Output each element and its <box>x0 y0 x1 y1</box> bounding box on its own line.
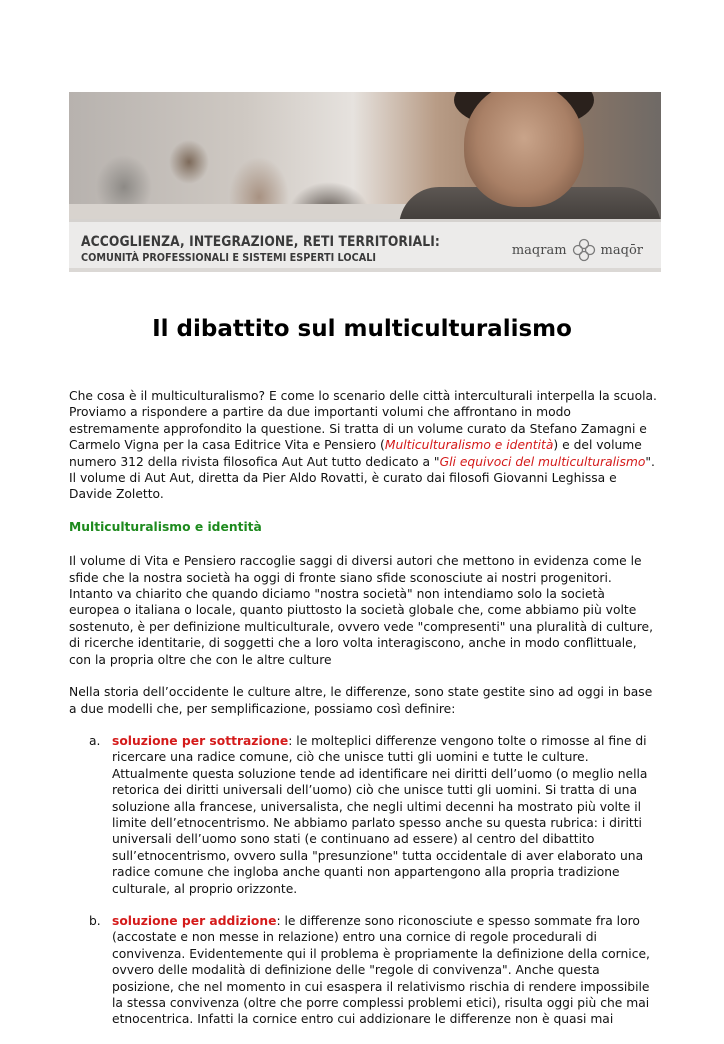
intro-text-2: ) e del volume numero 312 della rivista filosofica Aut Aut tutto dedicato a " <box>69 438 642 469</box>
journal-issue-title: Gli equivoci del multiculturalismo <box>439 454 646 469</box>
list-marker: a. <box>89 733 101 748</box>
banner-title-strip <box>69 219 661 272</box>
banner-photo <box>69 92 661 219</box>
list-item-text: : le molteplici differenze vengono tolte o rimosse al fine di ricercare una radice comune, ciò che unisce tutti gli uomini e tutte le culture. Attualmente questa soluzione tende ad identificare nei diritti dell’uomo (o meglio nella retorica dei diritti universali dell’uomo) ciò che unisce tutti gli uomini. Si tratta di una soluzione alla francese, universalista, che negli ultimi decenni ha mostrato più volte il limite dell’etnocentrismo. Ne abbiamo parlato spesso anche su questa rubrica: i diritti universali dell’uomo sono stati (e continuano ad essere) al centro del dibattito sull’etnocentrismo, ovvero sulla "presunzione" tutta occidentale di aver elaborato una radice comune che ingloba anche quanti non appartengono alla propria tradizione culturale, al proprio orizzonte. <box>112 733 648 896</box>
page-title: Il dibattito sul multiculturalismo <box>152 316 572 342</box>
banner-subtitle: COMUNITÀ PROFESSIONALI E SISTEMI ESPERTI LOCALI <box>81 251 376 264</box>
intro-text-3: ". Il volume di Aut Aut, diretta da Pier Aldo Rovatti, è curato dai filosofi Giovanni Leghissa e Davide Zoletto. <box>69 454 655 502</box>
article-body <box>69 388 659 1044</box>
body-paragraph: Il volume di Vita e Pensiero raccoglie saggi di diversi autori che mettono in evidenza come le sfide che la nostra società ha oggi di fronte siano sfide sconosciute ai nostri progenitori. Intanto va chiarito che quando diciamo "nostra società" non intendiamo solo la società europea o italiana o locale, quanto piuttosto la società globale che, come abbiamo più volte sostenuto, è per definizione multiculturale, ovvero vede "compresenti" una pluralità di culture, di ricerche identitarie, di soggetti che a loro volta interagiscono, anche in modo conflittuale, con la propria oltre che con le altre culture <box>69 554 654 667</box>
header-banner <box>69 92 661 272</box>
list-marker: b. <box>89 913 101 928</box>
section-heading: Multiculturalismo e identità <box>69 519 262 534</box>
knot-icon <box>571 237 597 263</box>
book-title-link: Multiculturalismo e identità <box>384 438 554 453</box>
intro-paragraph <box>69 388 659 503</box>
list-item-text: : le differenze sono riconosciute e spesso sommate fra loro (accostate e non messe in relazione) entro una cornice di regole procedurali di convivenza. Evidentemente qui il problema è propriamente la definizione della cornice, ovvero delle modalità di definizione delle "regole di convivenza". Anche questa posizione, che nel momento in cui esaspera il relativismo rischia di rendere impossibile la stessa convivenza (oltre che porre complessi problemi etici), risulta oggi più che mai etnocentrica. Infatti la cornice entro cui addizionare le differenze non è quasi mai <box>112 913 650 1027</box>
maqram-logo <box>512 236 643 264</box>
classroom-desk <box>69 204 409 219</box>
intro-text-1: Che cosa è il multiculturalismo? E come lo scenario delle città interculturali interpella la scuola. Proviamo a rispondere a partire da due importanti volumi che affrontano in modo estremamente approfondito la questione. Si tratta di un volume curato da Stefano Zamagni e Carmelo Vigna per la casa Editrice Vita e Pensiero ( <box>69 389 657 453</box>
banner-accent-line <box>69 268 661 272</box>
student-face <box>464 92 584 207</box>
banner-title: ACCOGLIENZA, INTEGRAZIONE, RETI TERRITORIALI: <box>81 234 440 250</box>
logo-text-left: maqram <box>511 242 567 258</box>
models-list <box>69 733 659 1028</box>
list-item <box>69 733 659 897</box>
list-item <box>69 913 659 1028</box>
list-item-term: soluzione per addizione <box>112 913 277 928</box>
logo-text-right: maqōr <box>600 242 643 258</box>
list-item-term: soluzione per sottrazione <box>112 733 289 748</box>
body-paragraph: Nella storia dell’occidente le culture altre, le differenze, sono state gestite sino ad oggi in base a due modelli che, per semplificazione, possiamo così definire: <box>69 685 653 716</box>
